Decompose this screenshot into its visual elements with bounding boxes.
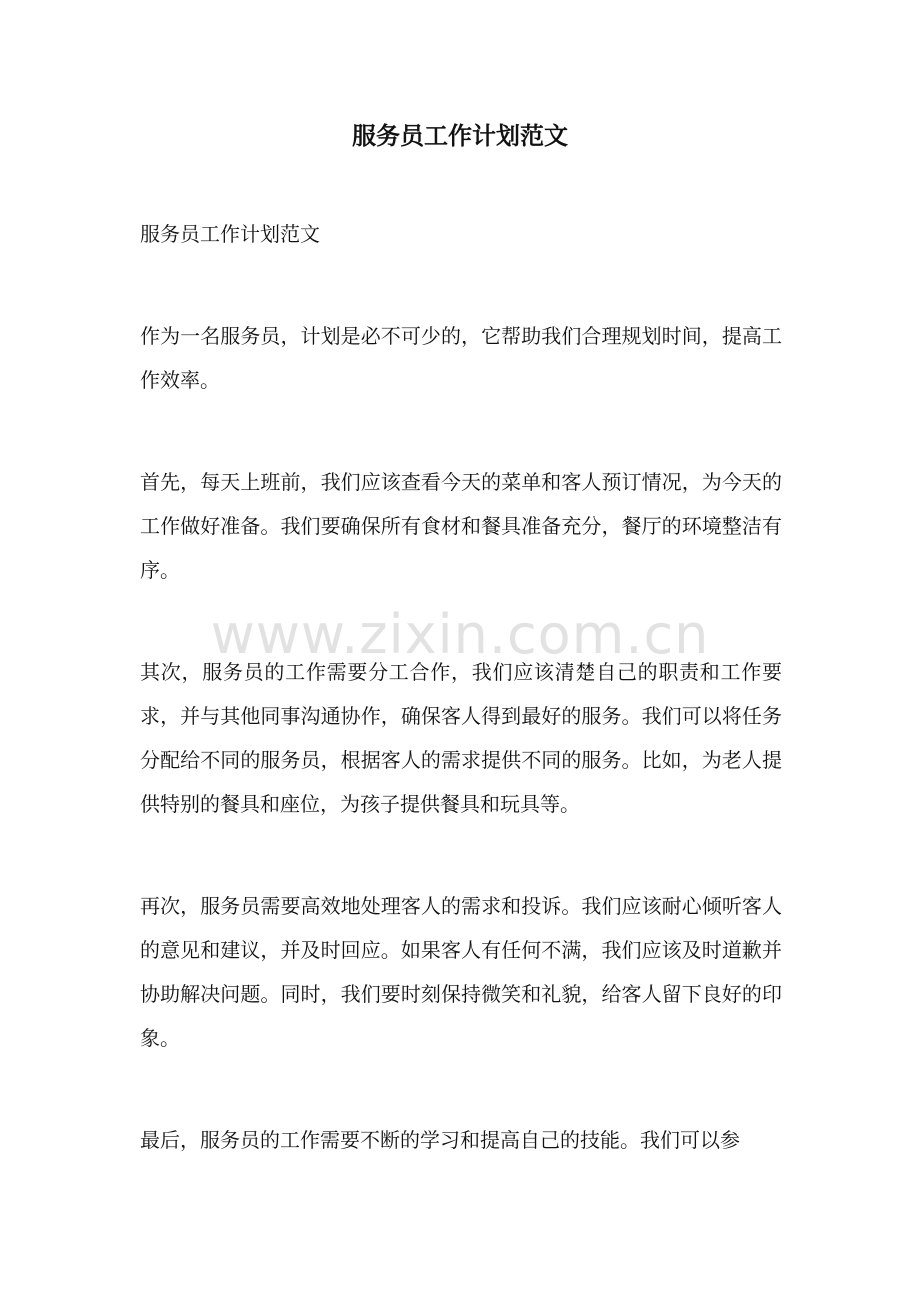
document-title: 服务员工作计划范文 [352, 121, 568, 150]
paragraph-third: 再次，服务员需要高效地处理客人的需求和投诉。我们应该耐心倾听客人的意见和建议，并及时回应。如果客人有任何不满，我们应该及时道歉并协助解决问题。同时，我们要时刻保持微笑和礼貌，给客人留下良好的印象。 [140, 894, 782, 1050]
document-body [140, 212, 782, 1220]
paragraph-intro: 作为一名服务员，计划是必不可少的，它帮助我们合理规划时间，提高工作效率。 [140, 324, 782, 392]
watermark: www.zixin.com.cn [210, 603, 710, 666]
paragraph-first: 首先，每天上班前，我们应该查看今天的菜单和客人预订情况，为今天的工作做好准备。我们要确保所有食材和餐具准备充分，餐厅的环境整洁有序。 [140, 470, 782, 582]
paragraph-last: 最后，服务员的工作需要不断的学习和提高自己的技能。我们可以参 [140, 1128, 740, 1152]
document-subtitle: 服务员工作计划范文 [140, 222, 320, 246]
paragraph-second: 其次，服务员的工作需要分工合作，我们应该清楚自己的职责和工作要求，并与其他同事沟通协作，确保客人得到最好的服务。我们可以将任务分配给不同的服务员，根据客人的需求提供不同的服务。比如，为老人提供特别的餐具和座位，为孩子提供餐具和玩具等。 [140, 660, 782, 816]
